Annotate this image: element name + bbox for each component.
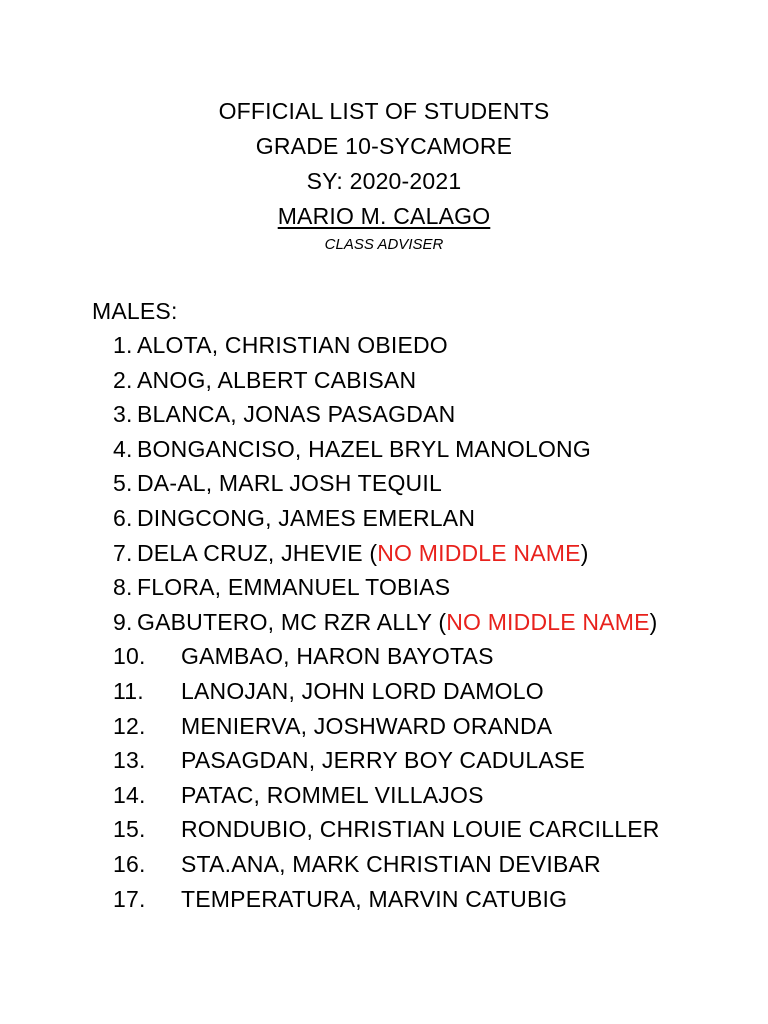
student-name-text: GABUTERO, MC RZR ALLY ( bbox=[137, 608, 447, 635]
student-name-text: MENIERVA, JOSHWARD ORANDA bbox=[181, 712, 553, 739]
student-name bbox=[181, 674, 544, 709]
student-name bbox=[181, 743, 585, 778]
student-name bbox=[137, 570, 450, 605]
student-name-text: DA-AL, MARL JOSH TEQUIL bbox=[137, 470, 442, 497]
no-middle-name-note: NO MIDDLE NAME bbox=[377, 539, 581, 566]
student-name-text: ALOTA, CHRISTIAN OBIEDO bbox=[137, 332, 448, 358]
student-row bbox=[0, 363, 768, 398]
student-row bbox=[0, 882, 768, 917]
student-name bbox=[181, 812, 660, 847]
student-name bbox=[137, 466, 442, 501]
student-name bbox=[181, 882, 567, 917]
student-number: 16. bbox=[113, 850, 146, 877]
closing-parenthesis: ) bbox=[649, 608, 658, 635]
student-row bbox=[0, 328, 768, 363]
student-row bbox=[0, 605, 768, 640]
student-name bbox=[137, 328, 448, 363]
student-number: 9. bbox=[113, 608, 133, 635]
student-row bbox=[0, 812, 768, 847]
adviser-name: MARIO M. CALAGO bbox=[277, 203, 491, 229]
document-header bbox=[0, 94, 768, 256]
student-row bbox=[0, 466, 768, 501]
student-name-text: FLORA, EMMANUEL TOBIAS bbox=[137, 574, 451, 601]
document-title: OFFICIAL LIST OF STUDENTS bbox=[218, 98, 550, 124]
section-label-males: MALES: bbox=[92, 298, 178, 324]
student-name bbox=[181, 639, 494, 674]
student-number: 14. bbox=[113, 781, 146, 808]
student-name-text: BLANCA, JONAS PASAGDAN bbox=[137, 401, 456, 428]
student-list bbox=[0, 328, 768, 916]
student-name-text: TEMPERATURA, MARVIN CATUBIG bbox=[181, 885, 568, 912]
student-number: 12. bbox=[113, 712, 146, 739]
grade-section: GRADE 10-SYCAMORE bbox=[255, 133, 513, 159]
student-number: 17. bbox=[113, 885, 146, 912]
student-name-text: LANOJAN, JOHN LORD DAMOLO bbox=[181, 677, 544, 704]
student-row bbox=[0, 709, 768, 744]
student-name bbox=[181, 709, 552, 744]
student-row bbox=[0, 639, 768, 674]
student-number: 15. bbox=[113, 816, 146, 843]
student-number: 10. bbox=[113, 643, 146, 670]
student-name-text: DELA CRUZ, JHEVIE ( bbox=[137, 539, 378, 566]
student-name-text: ANOG, ALBERT CABISAN bbox=[137, 366, 417, 393]
student-number: 8. bbox=[113, 574, 133, 601]
student-number: 11. bbox=[113, 677, 144, 704]
student-name-text: RONDUBIO, CHRISTIAN LOUIE CARCILLER bbox=[181, 816, 660, 843]
student-name bbox=[137, 605, 658, 640]
closing-parenthesis: ) bbox=[580, 539, 589, 566]
student-row bbox=[0, 397, 768, 432]
student-name-text: STA.ANA, MARK CHRISTIAN DEVIBAR bbox=[181, 850, 601, 877]
student-row bbox=[0, 674, 768, 709]
adviser-role: CLASS ADVISER bbox=[324, 236, 444, 253]
student-number: 7. bbox=[113, 539, 133, 566]
student-name bbox=[137, 536, 589, 571]
student-name-text: PASAGDAN, JERRY BOY CADULASE bbox=[181, 747, 585, 774]
student-row bbox=[0, 778, 768, 813]
student-number: 3. bbox=[113, 401, 133, 428]
student-row bbox=[0, 570, 768, 605]
student-name-text: GAMBAO, HARON BAYOTAS bbox=[181, 643, 494, 670]
student-name bbox=[181, 778, 484, 813]
student-row bbox=[0, 432, 768, 467]
student-row bbox=[0, 743, 768, 778]
school-year: SY: 2020-2021 bbox=[306, 168, 462, 194]
student-row bbox=[0, 536, 768, 571]
student-name bbox=[137, 432, 591, 467]
student-number: 6. bbox=[113, 504, 133, 531]
student-name bbox=[181, 847, 601, 882]
student-number: 13. bbox=[113, 747, 146, 774]
student-name bbox=[137, 501, 475, 536]
student-number: 1. bbox=[113, 332, 133, 358]
student-name-text: BONGANCISO, HAZEL BRYL MANOLONG bbox=[137, 435, 591, 462]
student-row bbox=[0, 501, 768, 536]
student-name bbox=[137, 397, 455, 432]
student-name-text: DINGCONG, JAMES EMERLAN bbox=[137, 504, 476, 531]
student-name bbox=[137, 363, 416, 398]
student-number: 5. bbox=[113, 470, 133, 497]
student-number: 2. bbox=[113, 366, 133, 393]
student-row bbox=[0, 847, 768, 882]
student-name-text: PATAC, ROMMEL VILLAJOS bbox=[181, 781, 484, 808]
no-middle-name-note: NO MIDDLE NAME bbox=[446, 608, 650, 635]
student-number: 4. bbox=[113, 435, 133, 462]
